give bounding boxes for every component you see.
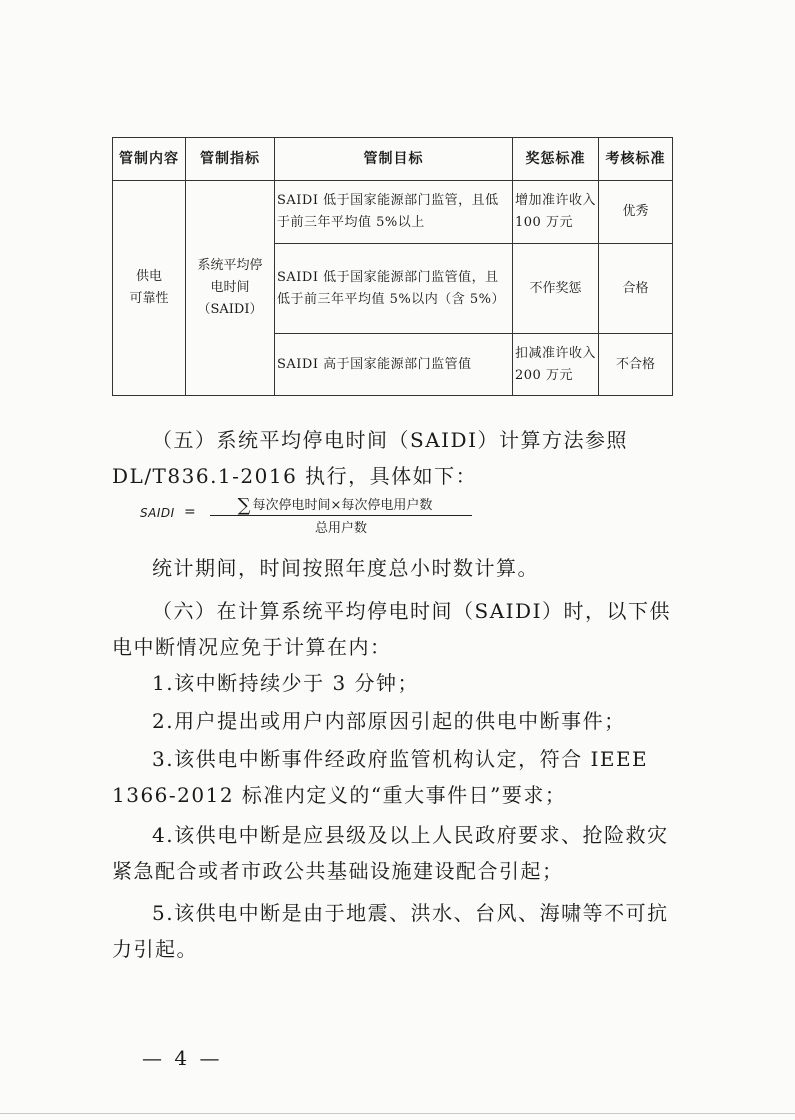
header-content: 管制内容 (113, 138, 186, 181)
statistics-period: 统计期间，时间按照年度总小时数计算。 (152, 556, 539, 580)
formula-lhs: SAIDI (140, 506, 175, 520)
indicator-cell (186, 181, 275, 396)
section-five: （五）系统平均停电时间（SAIDI）计算方法参照 DL/T836.1-2016 执行，具体如下： (112, 428, 628, 488)
grade-cell: 不合格 (599, 334, 673, 396)
fraction-bar (210, 515, 472, 516)
regulation-table (112, 137, 673, 396)
category-line: 可靠性 (129, 291, 169, 306)
section-six: （六）在计算系统平均停电时间（SAIDI）时，以下供电中断情况应免于计算在内： (112, 599, 671, 659)
header-target: 管制目标 (275, 138, 513, 181)
reward-cell: 不作奖惩 (513, 244, 599, 334)
table-row (113, 181, 673, 244)
table-header-row (113, 138, 673, 181)
grade-cell: 合格 (599, 244, 673, 334)
category-cell (113, 181, 186, 396)
indicator-line: （SAIDI） (197, 302, 263, 317)
reward-cell: 增加准许收入 100 万元 (513, 181, 599, 244)
target-cell: SAIDI 低于国家能源部门监管值，且低于前三年平均值 5%以内（含 5%） (275, 244, 513, 334)
reward-cell: 扣减准许收入 200 万元 (513, 334, 599, 396)
sigma-symbol: ∑ (237, 495, 251, 516)
formula-numerator (210, 494, 460, 516)
indicator-line: 系统平均停 (197, 258, 263, 273)
list-item: 1.该中断持续少于 3 分钟； (152, 671, 420, 695)
category-line: 供电 (135, 269, 162, 284)
formula-equals: = (184, 504, 196, 520)
target-cell: SAIDI 低于国家能源部门监管，且低于前三年平均值 5%以上 (275, 181, 513, 244)
saidi-formula (140, 494, 470, 540)
formula-denominator: 总用户数 (314, 521, 367, 536)
indicator-line: 电时间 (210, 280, 250, 295)
bottom-divider (0, 1113, 795, 1114)
grade-cell: 优秀 (599, 181, 673, 244)
numerator-text: 每次停电时间×每次停电用户数 (252, 498, 433, 513)
header-assessment: 考核标准 (599, 138, 673, 181)
list-item: 5.该供电中断是由于地震、洪水、台风、海啸等不可抗力引起。 (112, 901, 669, 961)
list-item: 2.用户提出或用户内部原因引起的供电中断事件； (152, 709, 626, 733)
page-number: — 4 — (142, 1046, 223, 1070)
list-item: 4.该供电中断是应县级及以上人民政府要求、抢险救灾紧急配合或者市政公共基础设施建设配合引起； (112, 823, 669, 883)
target-cell: SAIDI 高于国家能源部门监管值 (275, 334, 513, 396)
list-item: 3.该供电中断事件经政府监管机构认定，符合 IEEE 1366-2012 标准内定义的“重大事件日”要求； (112, 747, 649, 807)
header-indicator: 管制指标 (186, 138, 275, 181)
header-reward: 奖惩标准 (513, 138, 599, 181)
